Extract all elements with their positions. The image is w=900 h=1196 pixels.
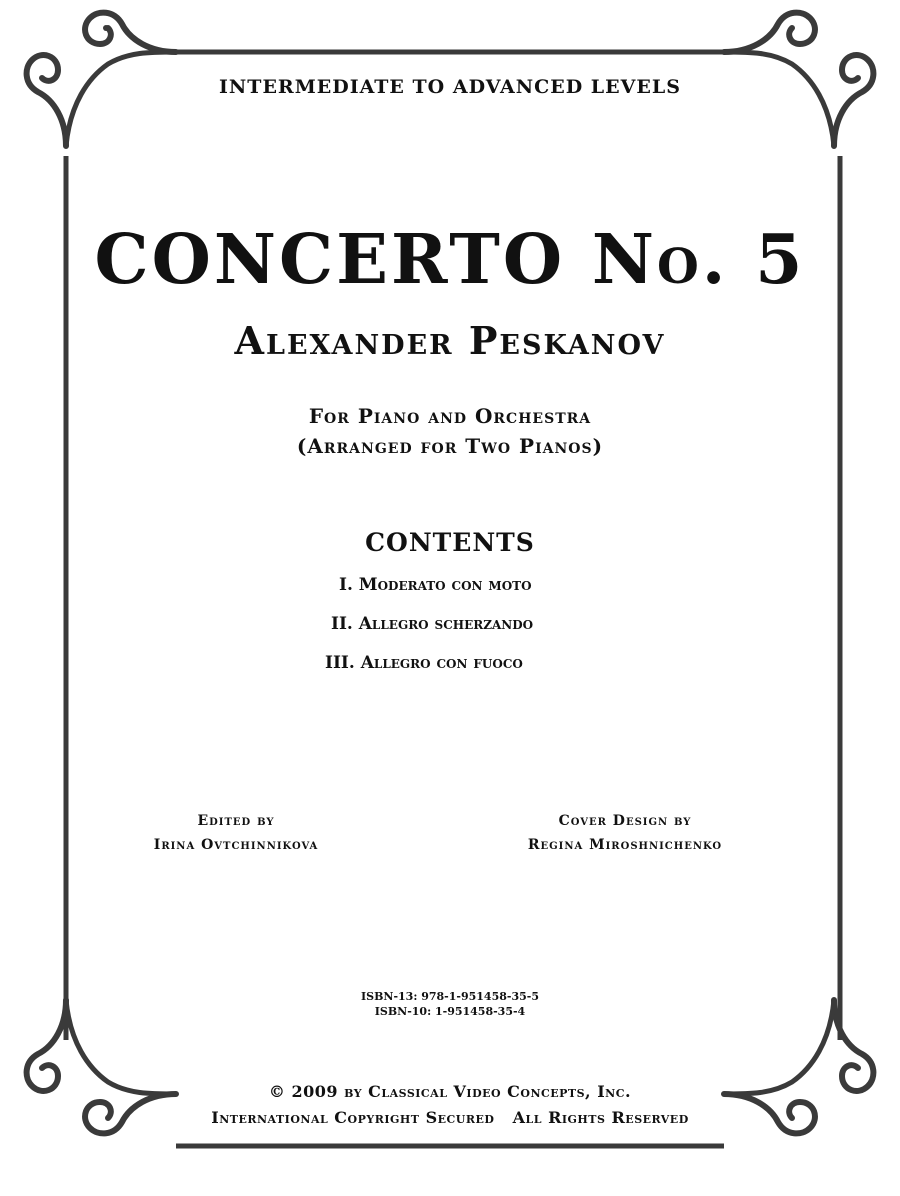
contents-item-movement-3: III. Allegro con fuoco: [325, 653, 523, 673]
title-main: CONCERTO: [94, 220, 592, 300]
level-label: INTERMEDIATE TO ADVANCED LEVELS: [219, 76, 681, 98]
subtitle-arrangement: (Arranged for Two Pianos): [296, 434, 604, 458]
rights-notice: International Copyright Secured All Rights Reserved: [211, 1108, 689, 1127]
editor-name: Irina Ovtchinnikova: [153, 837, 319, 853]
cover-designer-label: Cover Design by: [558, 813, 692, 829]
subtitle-instrumentation: For Piano and Orchestra: [308, 404, 592, 428]
contents-item-movement-2: II. Allegro scherzando: [331, 614, 534, 634]
editor-label: Edited by: [197, 813, 275, 829]
composer-name: Alexander Peskanov: [234, 318, 666, 363]
copyright-notice: © 2009 by Classical Video Concepts, Inc.: [268, 1082, 632, 1101]
page-title: [0, 220, 900, 300]
isbn-13: ISBN-13: 978-1-951458-35-5: [361, 990, 539, 1003]
contents-item-movement-1: I. Moderato con moto: [339, 575, 532, 595]
title-number: No. 5: [591, 220, 806, 300]
isbn-10: ISBN-10: 1-951458-35-4: [374, 1005, 526, 1018]
cover-designer-name: Regina Miroshnichenko: [527, 837, 723, 853]
contents-heading: CONTENTS: [365, 528, 535, 557]
